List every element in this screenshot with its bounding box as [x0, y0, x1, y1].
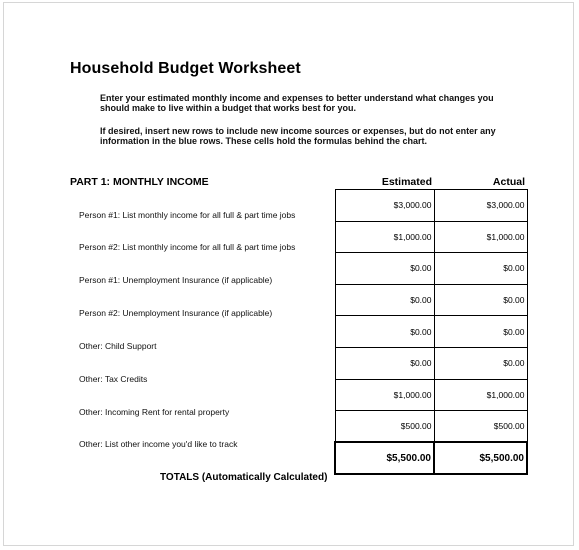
totals-row [335, 442, 527, 474]
table-row [335, 316, 527, 348]
actual-cell[interactable]: $0.00 [434, 284, 527, 316]
column-header-actual: Actual [492, 176, 525, 188]
row-label: Person #1: Unemployment Insurance (if applicable) [79, 275, 273, 285]
column-header-estimated: Estimated [381, 176, 432, 188]
intro-paragraph-1: Enter your estimated monthly income and expenses to better understand what changes you should make to live within a budget that works best for you. [100, 93, 494, 113]
actual-cell[interactable]: $0.00 [434, 253, 527, 285]
estimated-cell[interactable]: $0.00 [335, 284, 434, 316]
estimated-cell[interactable]: $0.00 [335, 316, 434, 348]
actual-cell[interactable]: $1,000.00 [434, 221, 527, 253]
row-label: Other: List other income you'd like to track [79, 439, 238, 449]
estimated-cell[interactable]: $3,000.00 [335, 190, 434, 222]
income-table [334, 189, 528, 475]
total-actual-cell: $5,500.00 [434, 442, 527, 474]
table-row [335, 347, 527, 379]
row-label: Person #2: List monthly income for all full & part time jobs [79, 242, 296, 252]
estimated-cell[interactable]: $500.00 [335, 411, 434, 443]
actual-cell[interactable]: $500.00 [434, 411, 527, 443]
page-title: Household Budget Worksheet [70, 60, 301, 77]
row-label: Person #2: Unemployment Insurance (if applicable) [79, 308, 273, 318]
row-label: Other: Incoming Rent for rental property [79, 407, 230, 417]
section-heading: PART 1: MONTHLY INCOME [70, 176, 209, 188]
table-row [335, 253, 527, 285]
table-row [335, 221, 527, 253]
worksheet-page [3, 2, 574, 546]
actual-cell[interactable]: $1,000.00 [434, 379, 527, 411]
actual-cell[interactable]: $3,000.00 [434, 190, 527, 222]
estimated-cell[interactable]: $1,000.00 [335, 379, 434, 411]
estimated-cell[interactable]: $1,000.00 [335, 221, 434, 253]
table-row [335, 190, 527, 222]
estimated-cell[interactable]: $0.00 [335, 253, 434, 285]
total-estimated-cell: $5,500.00 [335, 442, 434, 474]
table-row [335, 379, 527, 411]
intro-paragraph-2: If desired, insert new rows to include new income sources or expenses, but do not enter any information in the blue rows. These cells hold the formulas behind the chart. [100, 126, 496, 146]
row-label: Other: Tax Credits [79, 374, 148, 384]
actual-cell[interactable]: $0.00 [434, 347, 527, 379]
actual-cell[interactable]: $0.00 [434, 316, 527, 348]
table-row [335, 411, 527, 443]
row-label: Other: Child Support [79, 341, 157, 351]
totals-label: TOTALS (Automatically Calculated) [160, 472, 328, 483]
table-row [335, 284, 527, 316]
row-label: Person #1: List monthly income for all full & part time jobs [79, 210, 296, 220]
estimated-cell[interactable]: $0.00 [335, 347, 434, 379]
